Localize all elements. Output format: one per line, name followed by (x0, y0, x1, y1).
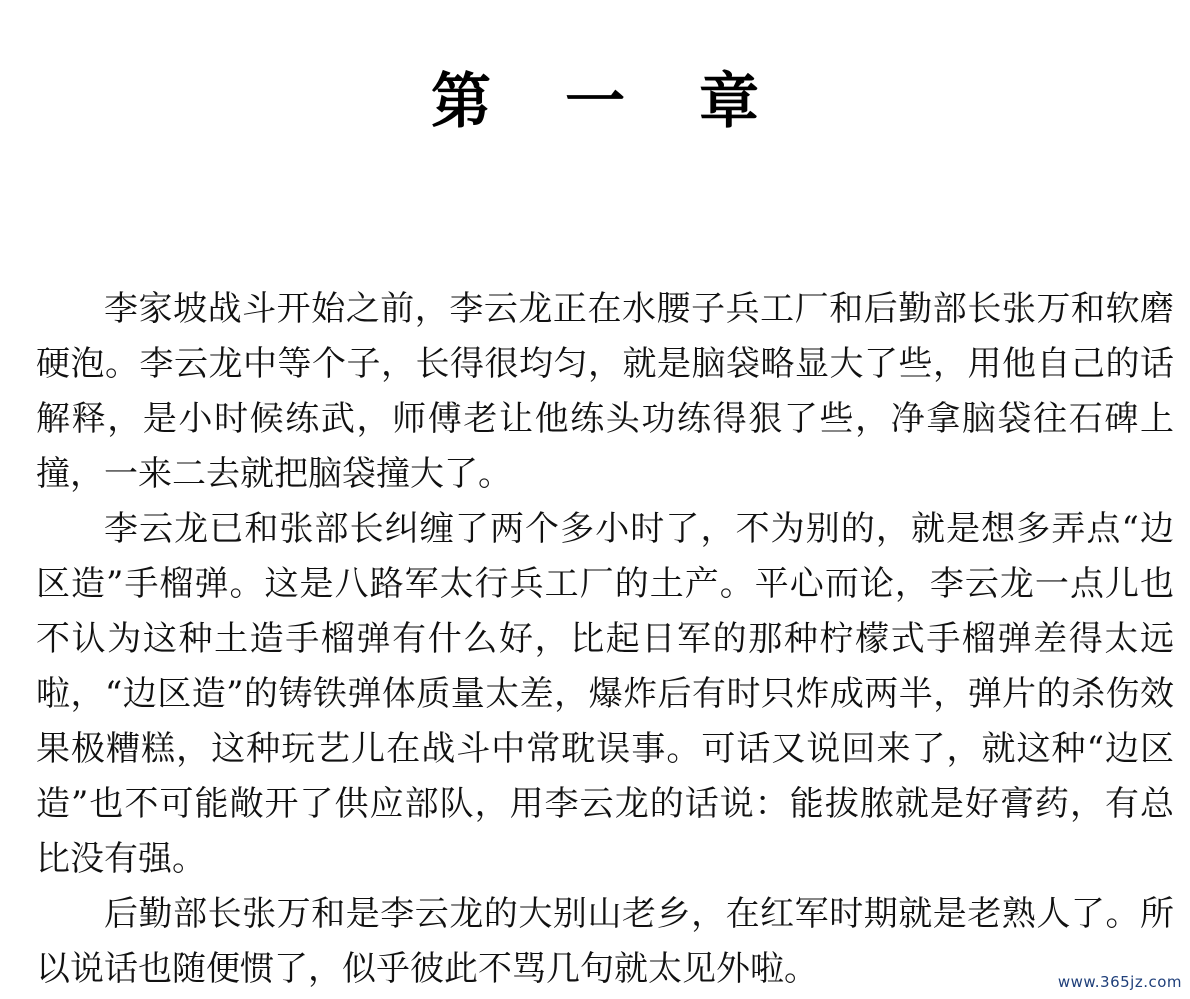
body-text (36, 282, 1174, 997)
chapter-title: 第一章 (431, 67, 833, 138)
paragraph: 李云龙已和张部长纠缠了两个多小时了，不为别的，就是想多弄点“边区造”手榴弹。这是八路军太行兵工厂的土产。平心而论，李云龙一点儿也不认为这种土造手榴弹有什么好，比起日军的那种柠檬式手榴弹差得太远啦，“边区造”的铸铁弹体质量太差，爆炸后有时只炸成两半，弹片的杀伤效果极糟糕，这种玩艺儿在战斗中常耽误事。可话又说回来了，就这种“边区造”也不可能敞开了供应部队，用李云龙的话说：能拔脓就是好膏药，有总比没有强。 (36, 509, 1174, 879)
paragraph: 后勤部长张万和是李云龙的大别山老乡，在红军时期就是老熟人了。所以说话也随便惯了，似乎彼此不骂几句就太见外啦。 (36, 894, 1174, 989)
paragraph: 李家坡战斗开始之前，李云龙正在水腰子兵工厂和后勤部长张万和软磨硬泡。李云龙中等个子，长得很均匀，就是脑袋略显大了些，用他自己的话解释，是小时候练武，师傅老让他练头功练得狠了些，净拿脑袋往石碑上撞，一来二去就把脑袋撞大了。 (36, 289, 1174, 494)
watermark: www.365jz.com (1057, 973, 1182, 991)
